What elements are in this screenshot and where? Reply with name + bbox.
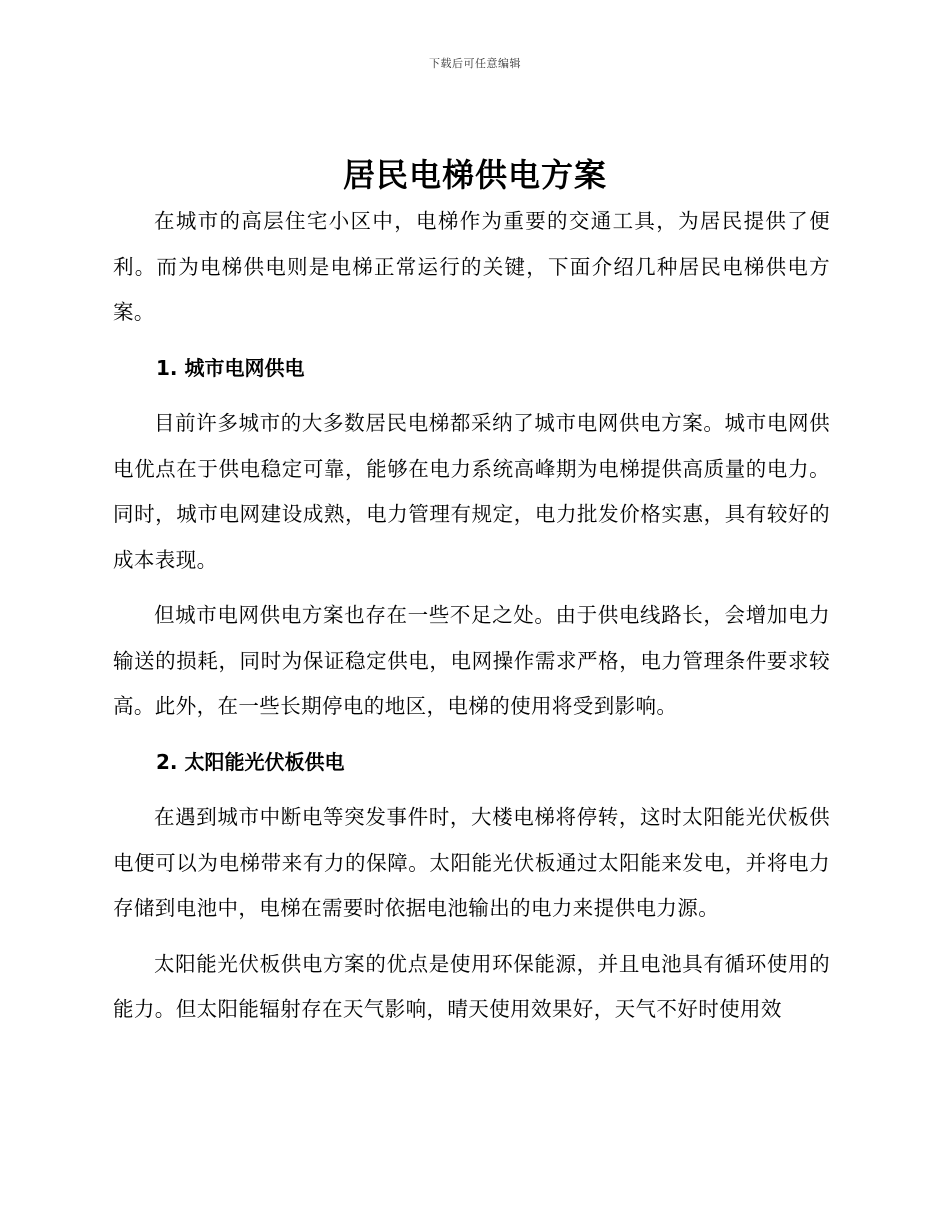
intro-paragraph: 在城市的高层住宅小区中，电梯作为重要的交通工具，为居民提供了便利。而为电梯供电则是电梯正常运行的关键，下面介绍几种居民电梯供电方案。 (113, 209, 830, 324)
section-2-paragraph-2: 太阳能光伏板供电方案的优点是使用环保能源，并且电池具有循环使用的能力。但太阳能辐射存在天气影响，晴天使用效果好，天气不好时使用效 (113, 951, 830, 1021)
section-2-paragraph-1: 在遇到城市中断电等突发事件时，大楼电梯将停转，这时太阳能光伏板供电便可以为电梯带来有力的保障。太阳能光伏板通过太阳能来发电，并将电力存储到电池中，电梯在需要时依据电池输出的电力来提供电力源。 (113, 805, 830, 920)
header-note: 下载后可任意编辑 (429, 57, 521, 70)
section-1-paragraph-1: 目前许多城市的大多数居民电梯都采纳了城市电网供电方案。城市电网供电优点在于供电稳定可靠，能够在电力系统高峰期为电梯提供高质量的电力。同时，城市电网建设成熟，电力管理有规定，电力批发价格实惠，具有较好的成本表现。 (113, 411, 830, 572)
section-2-heading: 2. 太阳能光伏板供电 (156, 749, 345, 774)
document-body (113, 199, 830, 1033)
section-1-heading: 1. 城市电网供电 (156, 355, 305, 380)
section-1-paragraph-2: 但城市电网供电方案也存在一些不足之处。由于供电线路长，会增加电力输送的损耗，同时为保证稳定供电，电网操作需求严格，电力管理条件要求较高。此外，在一些长期停电的地区，电梯的使用将受到影响。 (113, 603, 830, 718)
document-title: 居民电梯供电方案 (342, 156, 607, 194)
